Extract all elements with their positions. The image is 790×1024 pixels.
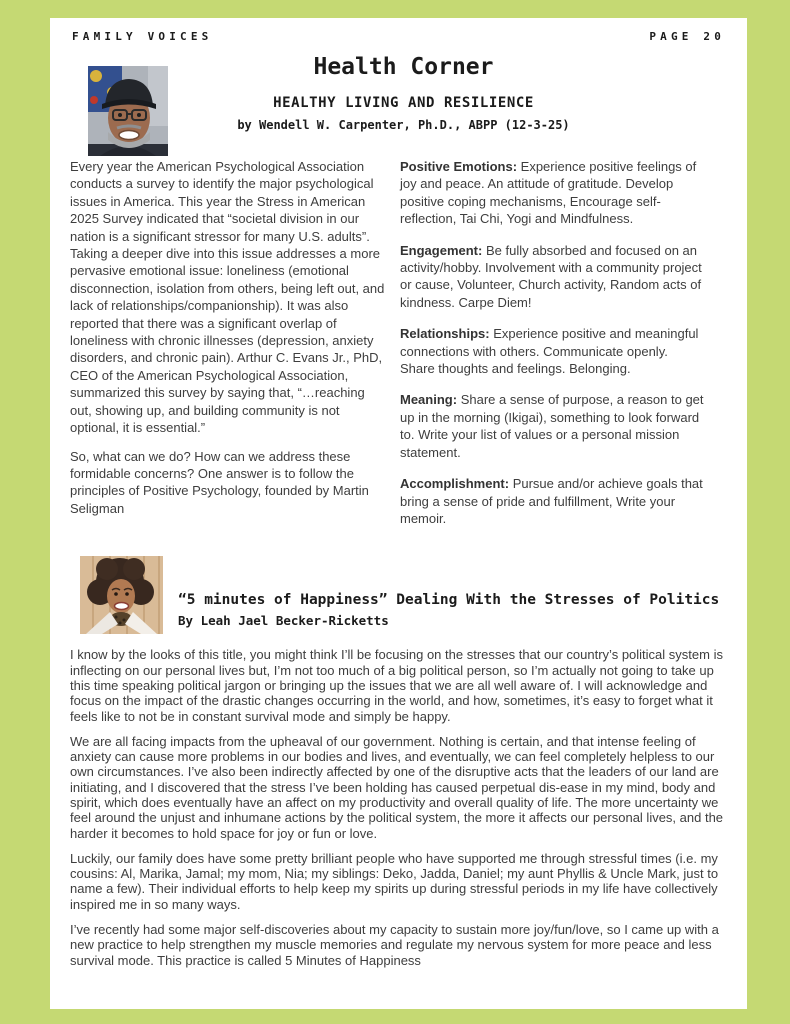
- perma-text: Experience positive feelings of joy and peace. An attitude of gratitude. Develop positive coping mechanisms, Encourage self-reflection, Tai Chi, Yogi and Mindfulness.: [400, 159, 697, 227]
- author-photo-leah: [80, 556, 163, 634]
- perma-label: Positive Emotions:: [400, 159, 518, 174]
- perma-label: Accomplishment:: [400, 476, 510, 492]
- article1-body: [70, 158, 737, 541]
- article2-title: “5 minutes of Happiness” Dealing With the Stresses of Politics: [178, 592, 720, 609]
- perma-item: [400, 391, 706, 461]
- man-portrait-illustration: [88, 66, 168, 156]
- body-paragraph: So, what can we do? How can we address these formidable concerns? One answer is to follow the principles of Positive Psychology, founded by Martin Seligman: [70, 448, 369, 516]
- page-title: Health Corner: [313, 54, 494, 80]
- perma-item: [400, 242, 706, 312]
- article2-body: [70, 647, 737, 968]
- perma-text: Experience positive and meaningful connections with others. Communicate openly. Share thoughts and feelings. Belonging.: [400, 326, 699, 377]
- article1-byline: by Wendell W. Carpenter, Ph.D., ABPP (12-3-25): [237, 118, 570, 132]
- perma-item: [400, 475, 706, 527]
- perma-text: Pursue and/or achieve goals that bring a sense of pride and fulfillment, Write your memoir.: [400, 476, 703, 526]
- perma-item: [400, 158, 706, 228]
- newsletter-page: [50, 18, 747, 1009]
- body-paragraph: Every year the American Psychological Association conducts a survey to identify the major psychological issues in America. This year the Stress in American 2025 Survey indicated that “societal division in our nation is a significant stressor for many U.S. adults”. Taking a deeper dive into this issue addresses a more pervasive emotional issue: loneliness (emotional disconnection, isolation from others, being left out, and lack of relationships/companionship). It was also reported that there was a significant overlap of loneliness with chronic illnesses (depression, anxiety disorders, and chronic pain). Arthur C. Evans Jr., PhD, CEO of the American Psychological Association, summarized this survey by saying that, “…reaching out, showing up, and building community is not optional, it is essential.”: [70, 159, 385, 436]
- article1-left-column: [70, 158, 385, 541]
- body-paragraph: I know by the looks of this title, you might think I’ll be focusing on the stresses that our country’s political system is inflecting on our personal lives but, I’m not too much of a big political person, so I’m actually not going to take up this time speaking political jargon or bringing up the issues that we are all well aware of. I will acknowledge and focus on the impact of the drastic changes occurring in the world, and how, sometimes, it’s easy to forget what it feels like to not be in constant survival mode and simply be happy.: [70, 647, 723, 724]
- article1-header: [70, 95, 737, 132]
- body-paragraph: We are all facing impacts from the upheaval of our government. Nothing is certain, and that intense feeling of anxiety can cause more problems in our bodies and lives, and eventually, we can feel completely helpless to our own circumstances. I’ve also been indirectly affected by one of the disruptive acts that the leaders of our land are initiating, and I discovered that the stress I’ve been holding has caused perpetual dis-ease in my mind, body and spirit, which does eventually have an affect on my productivity and overall quality of life. The more uncertainty we feel around the unjust and inhumane actions by the political system, the more it affects our personal lives, and the harder it becomes to hold space for joy or fun or love.: [70, 733, 724, 841]
- article1-right-column: [400, 158, 706, 541]
- perma-label: Meaning:: [400, 392, 458, 408]
- page-number: PAGE 20: [649, 30, 725, 43]
- perma-text: Be fully absorbed and focused on an activity/hobby. Involvement with a community project or cause, Volunteer, Church activity, Random acts of kindness. Carpe Diem!: [400, 242, 702, 310]
- perma-item: [400, 325, 706, 377]
- article2-header: [70, 554, 737, 634]
- masthead-title: FAMILY VOICES: [72, 30, 213, 43]
- perma-text: Share a sense of purpose, a reason to get up in the morning (Ikigai), something to look forward to. Write your list of values or a personal mission statement.: [400, 392, 704, 460]
- author-photo-wendell: [88, 66, 168, 156]
- article2-byline: By Leah Jael Becker-Ricketts: [178, 613, 389, 629]
- perma-label: Relationships:: [400, 326, 490, 342]
- masthead: [70, 18, 737, 43]
- body-paragraph: I’ve recently had some major self-discoveries about my capacity to sustain more joy/fun/love, so I came up with a new practice to help strengthen my muscle memories and regulate my nervous system for more peace and less survival mode. This practice is called 5 Minutes of Happiness: [70, 922, 719, 968]
- article1-title: HEALTHY LIVING AND RESILIENCE: [273, 95, 534, 111]
- woman-portrait-illustration: [80, 556, 163, 634]
- article2-titles: [178, 592, 719, 628]
- perma-label: Engagement:: [400, 242, 483, 258]
- body-paragraph: Luckily, our family does have some pretty brilliant people who have supported me through stressful times (i.e. my cousins: Al, Marika, Jamal; my mom, Nia; my siblings: Deko, Jadda, Daniel; my aunt Phyllis & Uncle Mark, just to name a few). Their individual efforts to help keep my spirits up during stressful periods in my life have collectively inspired me in so many ways.: [70, 850, 719, 912]
